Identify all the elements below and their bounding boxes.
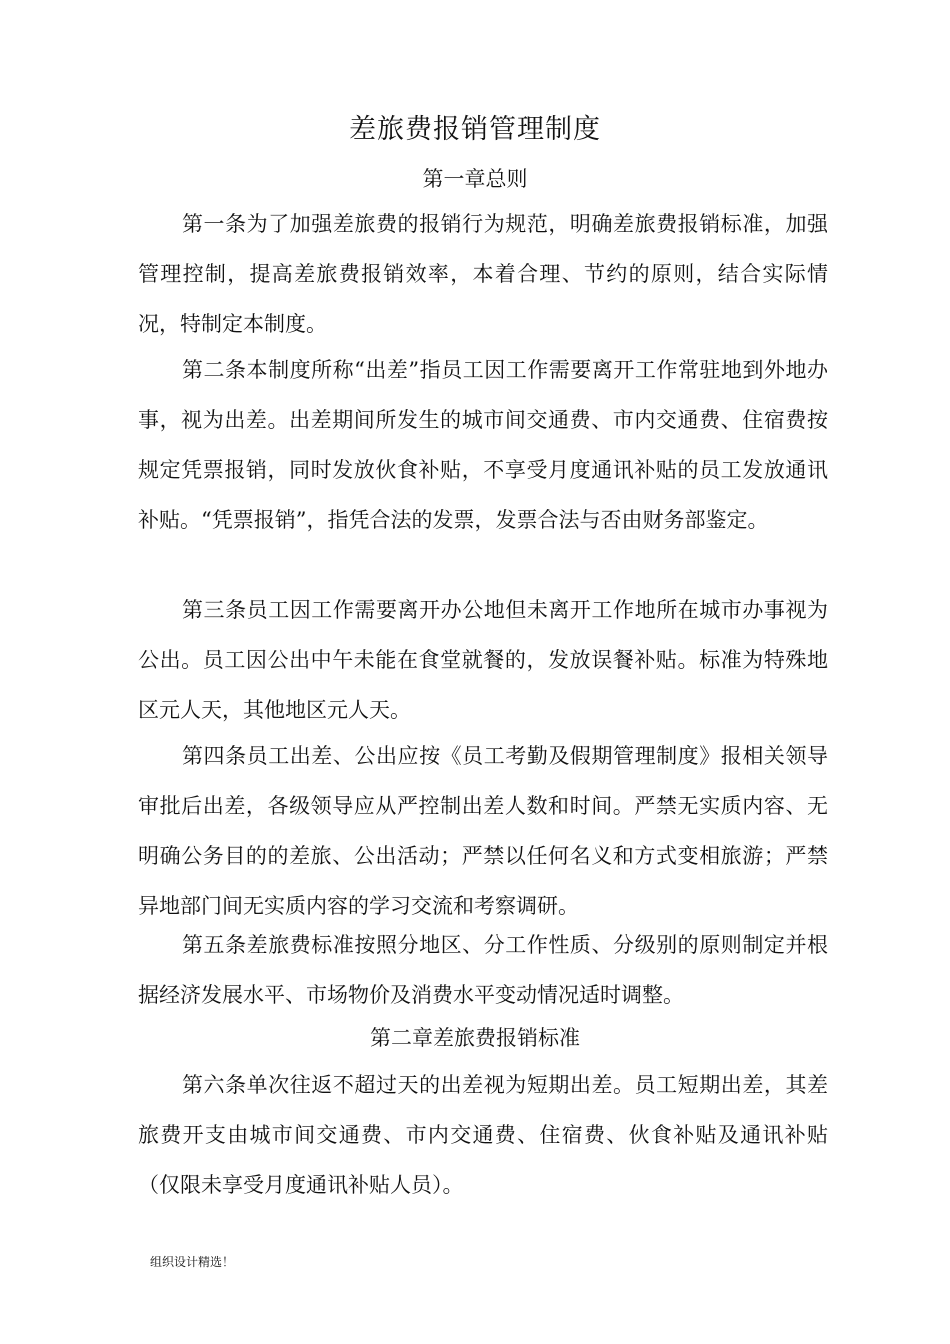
article-paragraph: 第四条员工出差、公出应按《员工考勤及假期管理制度》报相关领导审批后出差，各级领导应从严控制出差人数和时间。严禁无实质内容、无明确公务目的的差旅、公出活动；严禁以任何名义和方式变相旅游；严禁异地部门间无实质内容的学习交流和考察调研。 (138, 744, 828, 918)
chapter-heading: 第二章差旅费报销标准 (370, 1026, 580, 1050)
article-paragraph: 第五条差旅费标准按照分地区、分工作性质、分级别的原则制定并根据经济发展水平、市场物价及消费水平变动情况适时调整。 (138, 933, 828, 1007)
article-paragraph: 第二条本制度所称“出差”指员工因工作需要离开工作常驻地到外地办事，视为出差。出差期间所发生的城市间交通费、市内交通费、住宿费按规定凭票报销，同时发放伙食补贴，不享受月度通讯补贴的员工发放通讯补贴。“凭票报销”，指凭合法的发票，发票合法与否由财务部鉴定。 (138, 358, 828, 532)
article-paragraph: 第三条员工因工作需要离开办公地但未离开工作地所在城市办事视为公出。员工因公出中午未能在食堂就餐的，发放误餐补贴。标准为特殊地区元人天，其他地区元人天。 (138, 598, 828, 722)
article-paragraph: 第一条为了加强差旅费的报销行为规范，明确差旅费报销标准，加强管理控制，提高差旅费报销效率，本着合理、节约的原则，结合实际情况，特制定本制度。 (138, 212, 828, 336)
article-paragraph: 第六条单次往返不超过天的出差视为短期出差。员工短期出差，其差旅费开支由城市间交通费、市内交通费、住宿费、伙食补贴及通讯补贴（仅限未享受月度通讯补贴人员）。 (138, 1073, 828, 1197)
footer-note: 组织设计精选！ (150, 1255, 235, 1269)
document-title: 差旅费报销管理制度 (349, 114, 601, 145)
chapter-heading: 第一章总则 (422, 167, 528, 191)
